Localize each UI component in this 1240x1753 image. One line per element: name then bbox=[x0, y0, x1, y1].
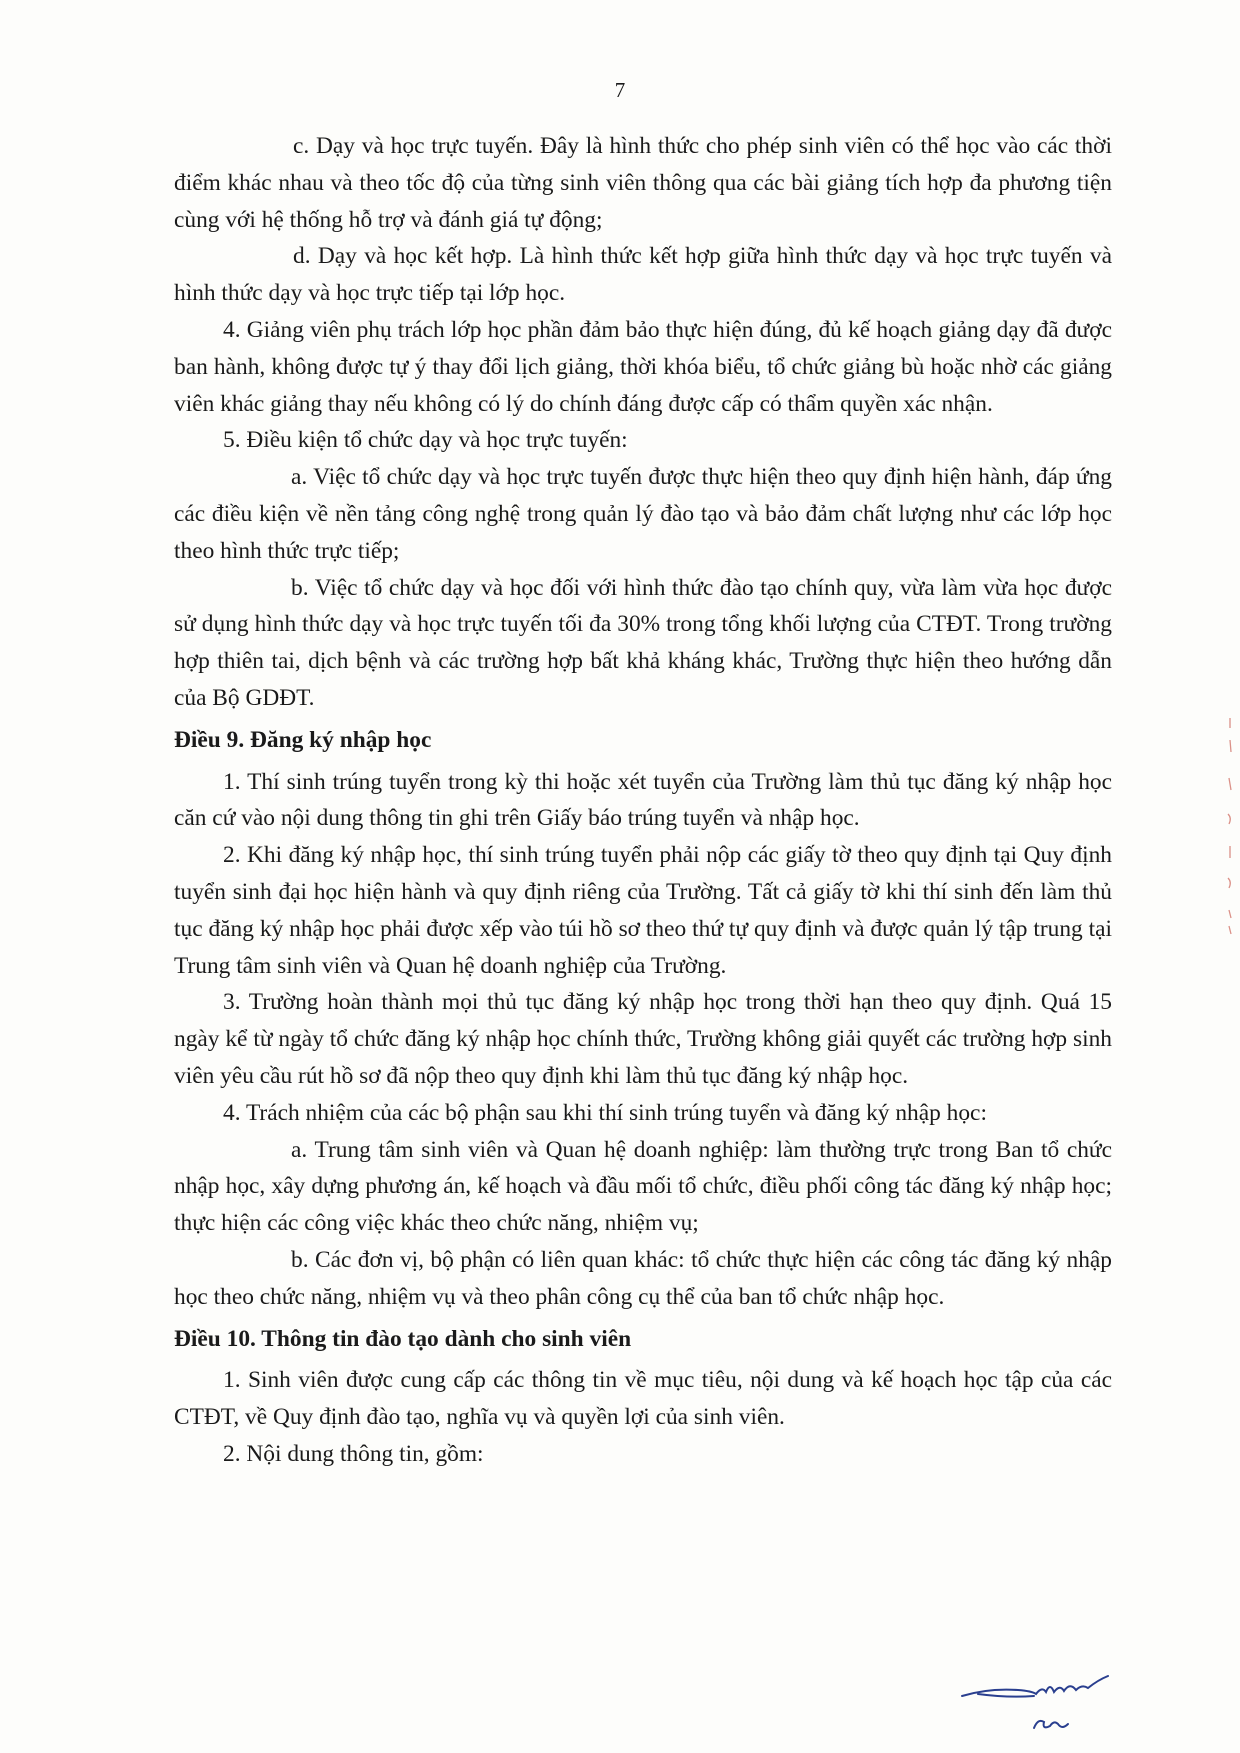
paragraph: 2. Nội dung thông tin, gồm: bbox=[223, 1440, 484, 1467]
paragraph: c. Dạy và học trực tuyến. Đây là hình thức cho phép sinh viên có thể học vào các thời điểm khác nhau và theo tốc độ của từng sinh viên thông qua các bài giảng tích hợp đa phương tiện cùng với hệ thống hỗ trợ và đánh giá tự động; bbox=[174, 133, 1112, 233]
article-heading: Điều 9. Đăng ký nhập học bbox=[174, 726, 432, 753]
signature-mark bbox=[958, 1658, 1158, 1738]
paragraph: 1. Sinh viên được cung cấp các thông tin về mục tiêu, nội dung và kế hoạch học tập của các CTĐT, về Quy định đào tạo, nghĩa vụ và quyền lợi của sinh viên. bbox=[174, 1367, 1112, 1431]
document-body bbox=[174, 128, 1112, 1473]
paragraph: d. Dạy và học kết hợp. Là hình thức kết hợp giữa hình thức dạy và học trực tuyến và hình thức dạy và học trực tiếp tại lớp học. bbox=[174, 243, 1112, 307]
paragraph: 4. Trách nhiệm của các bộ phận sau khi thí sinh trúng tuyển và đăng ký nhập học: bbox=[223, 1099, 987, 1126]
margin-stamp-marks bbox=[1226, 718, 1234, 938]
page-number: 7 bbox=[614, 78, 626, 102]
paragraph: 2. Khi đăng ký nhập học, thí sinh trúng tuyển phải nộp các giấy tờ theo quy định tại Quy định tuyển sinh đại học hiện hành và quy định riêng của Trường. Tất cả giấy tờ khi thí sinh đến làm thủ tục đăng ký nhập học phải được xếp vào túi hồ sơ theo thứ tự quy định và được quản lý tập trung tại Trung tâm sinh viên và Quan hệ doanh nghiệp của Trường. bbox=[174, 842, 1112, 979]
paragraph: a. Việc tổ chức dạy và học trực tuyến được thực hiện theo quy định hiện hành, đáp ứng các điều kiện về nền tảng công nghệ trong quản lý đào tạo và bảo đảm chất lượng như các lớp học theo hình thức trực tiếp; bbox=[174, 464, 1112, 564]
paragraph: b. Các đơn vị, bộ phận có liên quan khác: tổ chức thực hiện các công tác đăng ký nhập học theo chức năng, nhiệm vụ và theo phân công cụ thể của ban tổ chức nhập học. bbox=[174, 1246, 1112, 1310]
article-heading: Điều 10. Thông tin đào tạo dành cho sinh viên bbox=[174, 1325, 632, 1352]
paragraph: b. Việc tổ chức dạy và học đối với hình thức đào tạo chính quy, vừa làm vừa học được sử dụng hình thức dạy và học trực tuyến tối đa 30% trong tổng khối lượng của CTĐT. Trong trường hợp thiên tai, dịch bệnh và các trường hợp bất khả kháng khác, Trường thực hiện theo hướng dẫn của Bộ GDĐT. bbox=[174, 574, 1112, 711]
paragraph: a. Trung tâm sinh viên và Quan hệ doanh nghiệp: làm thường trực trong Ban tổ chức nhập học, xây dựng phương án, kế hoạch và đầu mối tổ chức, điều phối công tác đăng ký nhập học; thực hiện các công việc khác theo chức năng, nhiệm vụ; bbox=[174, 1136, 1112, 1237]
paragraph: 1. Thí sinh trúng tuyển trong kỳ thi hoặc xét tuyển của Trường làm thủ tục đăng ký nhập học căn cứ vào nội dung thông tin ghi trên Giấy báo trúng tuyển và nhập học. bbox=[174, 768, 1112, 832]
paragraph: 5. Điều kiện tổ chức dạy và học trực tuyến: bbox=[223, 427, 628, 454]
paragraph: 4. Giảng viên phụ trách lớp học phần đảm bảo thực hiện đúng, đủ kế hoạch giảng dạy đã được ban hành, không được tự ý thay đổi lịch giảng, thời khóa biểu, tổ chức giảng bù hoặc nhờ các giảng viên khác giảng thay nếu không có lý do chính đáng được cấp có thẩm quyền xác nhận. bbox=[174, 316, 1112, 417]
paragraph: 3. Trường hoàn thành mọi thủ tục đăng ký nhập học trong thời hạn theo quy định. Quá 15 ngày kể từ ngày tổ chức đăng ký nhập học chính thức, Trường không giải quyết các trường hợp sinh viên yêu cầu rút hồ sơ đã nộp theo quy định khi làm thủ tục đăng ký nhập học. bbox=[174, 989, 1112, 1089]
